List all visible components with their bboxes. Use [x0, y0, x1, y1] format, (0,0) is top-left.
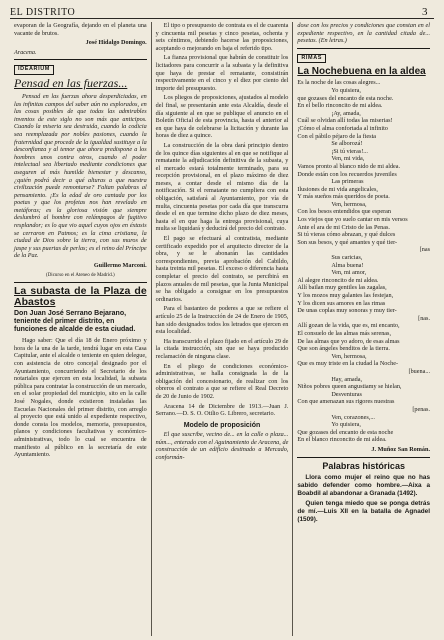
poem-line: Y los mozos muy galantes las festejan,: [297, 292, 394, 299]
intro-place: Aracena.: [14, 48, 37, 56]
essay-signature: Guillermo Marconi.: [93, 262, 147, 270]
poem-line: Ven, hermosa,: [331, 352, 367, 360]
poem-line: Yo quisiera,: [331, 86, 361, 94]
poem-line: Son sus besos, y qué amantes y qué tier-: [297, 238, 398, 246]
poem-line: Y los dicen sus amores en las rimas: [297, 299, 386, 307]
poem-line: Ven, corazones,...: [331, 413, 375, 421]
poem-signature: J. Muñoz San Román.: [371, 445, 431, 453]
poem-line: Con los besos entendidos que esperan: [297, 208, 391, 216]
poem-line: Alma buena!: [331, 261, 364, 269]
essay-source: (Dicurso en el Ateneo de Madrid.): [46, 272, 115, 278]
column-1: [10, 22, 151, 636]
historical-box: [297, 457, 430, 524]
column-2: [151, 22, 293, 636]
poem-line: En el blanco rinconcito de mi aldea.: [297, 436, 387, 444]
model-heading: Modelo de proposición: [183, 421, 261, 429]
poem-line: Allí gozan de la vida, que es, mi encanto,: [297, 322, 400, 330]
poem-line: Ven, mi amor,: [331, 269, 367, 277]
poem-line: El consuelo de las almas más serenas,: [297, 329, 391, 337]
model-continuation: dose con los precios y condiciones que constan en el expediente respectivo, en la cantidad citada de... pesetas. (En letras.): [297, 22, 431, 45]
poem-line: [penas.: [412, 405, 431, 413]
poem-line: Yo quisiera,: [331, 421, 361, 429]
poem-line: ¡Si tú vieras!...: [331, 147, 368, 155]
contract-paragraph-1: El tipo o presupuesto de contrata es el de cuarenta y cincuenta mil pesetas y cinco pesetas, ochenta y seis céntimos, debiendo hacerse las proposiciones, aceptando o mejorando en baja el referido tipo.: [155, 22, 289, 52]
poem-line: En el bello rinconcito de mi aldea.: [297, 102, 383, 110]
masthead: [10, 4, 434, 19]
poem-line: Al alegre rinconcito de mi aldea.: [297, 276, 379, 284]
historical-quote-2: Quien tenga miedo que se ponga detrás de mí.—Luis XII en la batalla de Agnadel (1509).: [297, 500, 431, 524]
divider: [14, 282, 147, 283]
article-subheading: Don Juan José Serrano Bejarano, teniente del primer distrito, en funciones de alcalde de esta ciudad.: [14, 310, 136, 334]
contract-paragraph-8: En el pliego de condiciones económico-administrativas, se halla consignada la de la obligación del concesionario, de realizar con los obreros el contrato a que se refiere el Real Decreto de 20 de Junio de 1902.: [155, 362, 289, 400]
poem-line: Vamos pronto al blanco nido de mi aldea.: [297, 162, 401, 170]
historical-heading: Palabras históricas: [322, 461, 405, 472]
poem-line: Ven, hermosa,: [331, 200, 367, 208]
poem-line: Desventuras: [331, 390, 362, 398]
poem-line: De unas coplas muy sonoras y muy tier-: [297, 307, 397, 315]
poem-line: ¡Ay, amada,: [331, 109, 361, 117]
contract-paragraph-4: La construcción de la obra dará principio dentro de los quince días siguientes al en que se notifique al rematante la adjudicación definitiva de la subasta, y el mercado estará totalmente terminado, para su recepción provisional, en el plazo máximo de diez meses, a contar desde el mismo día de la notificación. Si el rematante no cumpliera con esta obligación, satisfará al Ayuntamiento, por vía de multa, cincuenta pesetas por cada día que transcurra desde el en que termine dicho plazo de diez meses, hasta el en que haga la entrega provisional, cuya multa se liquidará y deducirá del precio del contrato.: [155, 141, 289, 233]
poem-line: que gozases del encanto de esta noche.: [297, 94, 394, 102]
divider: [14, 59, 147, 60]
article-heading-subasta: La subasta de la Plaza de Abastos: [14, 285, 147, 309]
poem-line: Si tú vieras cómo abrazan, y qué dulces: [297, 231, 396, 239]
poem-line: [buena...: [408, 367, 431, 375]
contract-paragraph-2: La fianza provisional que habrán de constituir los licitadores para concurrir a la subasta y la definitiva que haya de prestar el rematante, consistirán respectivamente en el cinco y el diez por ciento del importe del presupuesto.: [155, 54, 289, 92]
poem-line: Hay, amada,: [331, 375, 363, 383]
poem-line: Se alborozá!: [331, 140, 363, 148]
poem-line: Que es muy triste en la ciudad la Noche-: [297, 360, 399, 368]
poem-line: Ven, mi vida,: [331, 155, 365, 163]
poem-line: Ilusiones de mi vida angelicales,: [297, 185, 378, 193]
column-3: [292, 22, 434, 636]
newspaper-title: EL DISTRITO: [10, 7, 76, 18]
poem-line: Cuál se olvidan allí todas las miserias!: [297, 117, 393, 125]
divider: [297, 48, 430, 49]
article-heading-fuerzas: Pensad en las fuerzas...: [14, 75, 128, 90]
poem-line: Ante el ara de mi Cristo de las Penas.: [297, 223, 390, 231]
page-number: 3: [422, 6, 428, 18]
columns: [10, 22, 434, 636]
contract-paragraph-7: Ha transcurrido el plazo fijado en el artículo 29 de la citada instrucción, sin que se haya producido reclamación de ninguna clase.: [155, 337, 289, 360]
poem-line: Es la noche de las cosas alegres...: [297, 79, 381, 87]
notice-paragraph: Hago saber: Que el día 18 de Enero próximo y hora de la una de la tarde, tendrá lugar en esta Casa Capitular, ante el alcalde o teniente en quien delegue, con asistencia de otro concejal designado por el Ayuntamiento, concurriendo el Secretario de los notariales que ejercen en esta localidad, la subasta pública para contratar la construcción de un mercado, en el solar propiedad del municipio, sito en la calle José Nogales, donde existieron instaladas las Escuelas Nacionales del primer distrito, con arreglo al proyecto que está unido al expediente respectivo, donde consta los modelos, memoria, presupuestos, planos y condiciones facultativas y económico-administrativas, todo lo cual se encuentra de manifiesto al público en la secretaría de este Ayuntamiento.: [14, 337, 147, 459]
model-text: El que suscribe, vecino de... en la calle o plaza... núm..., enterado con el Aguinamiento de Aracena, de construcción de un edificio destinado a Mercado, conformán-: [155, 431, 289, 462]
poem-line: Con el pábilo péjaro de la fiesta: [297, 132, 377, 140]
essay-paragraph: Pensad en las fuerzas ahora desperdiciadas, en las infinitas campos del saber aún no explorados, en las cosas posibles de que todas las admirables inventos de este siglo no son más que anticipos. Cuando la miseria sea destruida, cuando la codicia sea reemplazada por nobles pasiones, cuando la fraternidad que procede de la igualdad sustituye a la desconfianza y al temor que ahora predispone a los hombres unos contra otros, cuando el poder intelectual sea libertado mediante condiciones que aseguren al más humilde bienestar y descanso, ¿quién podrá decir a qué alturas a que nuestra civilización puede remontarse? Faltan palabras al pensamiento. ¡Es la edad de oro cantada por los poetas y que los profetas nos han revelado en metáforas; es la gloriosa visión que siempre deslumbró al hombre con relámpagos de fugitivo resplandor; es lo que vio aquel cuyos ojos en éxtasis se cerraron en Patmos; es la cima cristiana, la ciudad de Dios sobre la tierra, con sus muros de jaspe y sus puertas de perlas; es el reino del Príncipe de la Paz.: [14, 92, 147, 260]
poem-line: Sus caricias,: [331, 254, 363, 262]
poem: [297, 79, 430, 444]
poem-heading: La Nochebuena en la aldea: [297, 66, 426, 78]
poem-line: Que son ángeles benditos de la tierra.: [297, 345, 390, 353]
poem-line: Las primeras: [331, 178, 364, 186]
poem-line: Donde están con los recuerdos juveniles: [297, 170, 397, 178]
contract-paragraph-3: Los pliegos de proposiciones, ajustados al modelo del final, se presentarán ante esta Alcaldía, desde el día siguiente al en que se publique el anuncio en el Boletín Oficial de esta provincia, hasta el anterior al en que haya de celebrarse la licitación y durante las horas de diez a quince.: [155, 94, 289, 140]
historical-quote-1: Llora como mujer el reino que no has sabido defender como hombre.—Aixa a Boabdil al abandonar a Granada (1492).: [297, 474, 431, 498]
poem-line: Que gozases del encanto de esta noche: [297, 428, 394, 436]
contract-paragraph-5: El pago se efectuará al contratista, mediante certificado expedido por el arquitecto director de la obra, y se le abonarán las cantidades correspondientes, previa aprobación del Cabildo, hasta treinta mil pesetas. El exceso o diferencia hasta completar el precio del contrato, se percibirá en plazos anuales de mil pesetas, que la Junta Municipal se ha obligado a consignar en los presupuestos ordinarios.: [155, 235, 289, 303]
poem-line: Con que amenazan sus rigores nuestras: [297, 398, 395, 406]
intro-text: evaporan de la Geografía, dejando en el planeta una vacante de brutos.: [14, 22, 147, 37]
section-tag-rimas: RIMAS: [297, 54, 326, 64]
contract-paragraph-6: Para el bastanteo de poderes a que se refiere el artículo 25 de la Instrucción de 24 de Enero de 1905, han sido designados todos los letrados que ejercen en esta localidad.: [155, 305, 289, 336]
contract-signature: Aracena 14 de Diciembre de 1913.—Juan J. Serrano.—D. S. O. Otilio G. Librero, secretario.: [155, 402, 289, 418]
poem-line: Allí bailan muy gentiles las zagalas,: [297, 284, 387, 292]
poem-line: Y más sueños más queridos de poeta.: [297, 193, 390, 201]
poem-line: ¡Cómo el alma confortada al infinito: [297, 124, 388, 132]
poem-line: De las almas que yo adoro, de esas almas: [297, 337, 400, 345]
intro-signature: José Hidalgo Domingo.: [85, 39, 147, 47]
section-tag-idearium: IDEARIUM: [14, 65, 54, 75]
poem-line: Los viejos que yo suelo cantar en mis versos: [297, 216, 408, 224]
poem-line: [nas: [419, 246, 431, 254]
poem-line: [nas.: [418, 314, 431, 322]
poem-line: Niños pobres queen angustiamy se hielan,: [297, 383, 402, 391]
